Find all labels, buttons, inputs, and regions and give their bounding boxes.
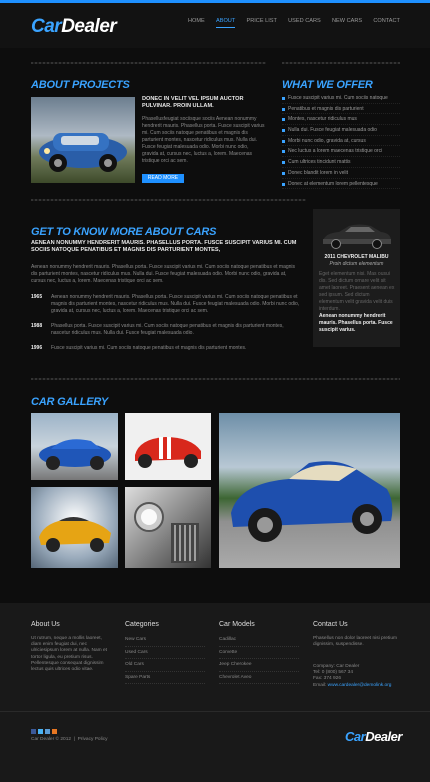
featured-car-bold: Aenean nonummy hendrerit mauris. Phasellus porta. Fusce suscipit varius. bbox=[319, 313, 393, 333]
about-heading: DONEC IN VELIT VEL IPSUM AUCTOR PULVINAR. PROIN ULLAM. bbox=[142, 96, 244, 109]
footer-contact-title: Contact Us bbox=[313, 621, 348, 628]
copyright: Car Dealer © 2012 | Privacy Policy bbox=[31, 737, 108, 742]
timeline-text: Aenean nonummy hendrerit mauris. Phasellus porta. Fusce suscipit varius mi. Cum sociis natoque penatibus et magnis dis parturient montes, nascetur ridiculus mus. Nulla dui. Fusce feugiat malesuada odio. Morbi nunc odio, gravida at, cursus nec, luctus a, lorem. Maecenas tristique orci ac sem. bbox=[51, 294, 300, 314]
timeline bbox=[31, 294, 301, 354]
gallery-image-yellow-sportscar[interactable] bbox=[31, 487, 118, 568]
site-logo[interactable]: CarDealer bbox=[31, 16, 117, 37]
footer-link[interactable]: Old Cars bbox=[125, 659, 205, 672]
know-title: GET TO KNOW MORE ABOUT CARS bbox=[31, 226, 217, 238]
twitter-icon[interactable] bbox=[38, 729, 43, 734]
offer-item[interactable]: Nec luctus a lorem maecenas tristique orci bbox=[282, 146, 400, 157]
offer-item[interactable]: Montes, nascetur ridiculus mus bbox=[282, 114, 400, 125]
about-title: ABOUT PROJECTS bbox=[31, 79, 130, 91]
offer-item[interactable]: Nulla dui. Fusce feugiat malesuada odio bbox=[282, 125, 400, 136]
header bbox=[0, 3, 430, 48]
sedan-image bbox=[319, 221, 394, 251]
nav-contact[interactable]: CONTACT bbox=[373, 18, 400, 24]
gallery-image-classic-grille[interactable] bbox=[125, 487, 211, 568]
footer-link[interactable]: Chevrolet Aveo bbox=[219, 672, 299, 685]
divider bbox=[31, 199, 306, 201]
timeline-text: Phasellus porta. Fusce suscipit varius mi. Cum sociis natoque penatibus et magnis dis parturient montes, nascetur ridiculus mus. Nulla dui. Fusce feugiat malesuada odio. bbox=[51, 323, 284, 336]
know-text: Aenean nonummy hendrerit mauris. Phasellus porta. Fusce suscipit varius mi. Cum sociis natoque penatibus et magnis dis parturient montes, nascetur ridiculus mus. Nulla dui. Fusce feugiat malesuada odio. Morbi nunc odio, gravida at, cursus nec, luctus a, lorem. Maecenas tristique orci ac sem. bbox=[31, 264, 296, 284]
footer-about-title: About Us bbox=[31, 621, 60, 628]
offer-item[interactable]: Fusce suscipit varius mi. Cum sociis natoque bbox=[282, 93, 400, 104]
rss-icon[interactable] bbox=[52, 729, 57, 734]
footer-link[interactable]: Cadillac bbox=[219, 634, 299, 647]
footer bbox=[0, 603, 430, 782]
footer-logo[interactable]: CarDealer bbox=[345, 729, 402, 744]
footer-link[interactable]: Used Cars bbox=[125, 647, 205, 660]
nav-about[interactable]: ABOUT bbox=[216, 18, 235, 28]
divider bbox=[31, 62, 266, 64]
read-more-button[interactable]: READ MORE bbox=[142, 174, 184, 183]
main-nav bbox=[188, 18, 400, 28]
nav-price-list[interactable]: PRICE LIST bbox=[246, 18, 277, 24]
facebook-icon[interactable] bbox=[31, 729, 36, 734]
featured-car-text: Eget elementum nisi. Mas ousui dis. Sed dictum ornare velit sit amet laoreet. Praesent aenean ex sed ipsum. Sed dictum elementum velit gravida velit duis interdum. bbox=[319, 271, 395, 312]
nav-used-cars[interactable]: USED CARS bbox=[288, 18, 321, 24]
know-subtitle: AENEAN NONUMMY HENDRERIT MAURIS. PHASELLUS PORTA. FUSCE SUSCIPIT VARIUS MI. CUM SOCIIS NATOQUE PENATIBUS ET MAGNIS DIS PARTURIENT MONTES, bbox=[31, 240, 297, 254]
gallery-title: CAR GALLERY bbox=[31, 396, 109, 408]
offer-item[interactable]: Penatibus et magnis dis parturient bbox=[282, 104, 400, 115]
timeline-year: 1965 bbox=[31, 294, 43, 300]
about-text: Phasellusfeugiat sociisque sociis Aenean nonummy hendrerit mauris. Phasellus porta. Fusce suscipit varius mi. Cum sociis natoque penatibus et magnis dis parturient montes, nascetur ridiculus mus. Nulla dui. Fusce feugiat malesuada odio. Morbi nunc odio, gravida at, cursus nec, luctus a, lorem. Maecenas tristique orci ac sem. bbox=[142, 116, 265, 164]
privacy-policy-link[interactable]: Privacy Policy bbox=[77, 737, 108, 742]
vintage-car-image bbox=[31, 97, 135, 183]
offer-item[interactable]: Donec blandit lorem in velit bbox=[282, 168, 400, 179]
featured-car-sub: Proin dictum elementum bbox=[329, 261, 384, 267]
gallery-image-red-mustang[interactable] bbox=[125, 413, 211, 480]
timeline-year: 1996 bbox=[31, 345, 43, 351]
footer-models-title: Car Models bbox=[219, 621, 255, 628]
footer-contact-text: Phasellus non dolor laoreet nisi pretium dignissim, suspendisse. bbox=[313, 636, 397, 648]
contact-email-link[interactable]: www.cardealer@demolink.org bbox=[327, 682, 392, 688]
footer-link[interactable]: Jeep Cherokee bbox=[219, 659, 299, 672]
footer-categories-list bbox=[125, 634, 205, 684]
offer-list bbox=[282, 93, 400, 189]
divider bbox=[282, 62, 400, 64]
social-icons bbox=[31, 729, 57, 734]
timeline-text: Fusce suscipit varius mi. Cum sociis natoque penatibus et magnis dis parturient montes. bbox=[51, 345, 247, 351]
divider bbox=[31, 378, 400, 380]
footer-link[interactable]: Corvette bbox=[219, 647, 299, 660]
footer-contact-details bbox=[313, 664, 400, 689]
gallery-image-blue-roadster[interactable] bbox=[31, 413, 118, 480]
footer-divider bbox=[0, 711, 430, 712]
linkedin-icon[interactable] bbox=[45, 729, 50, 734]
offer-title: WHAT WE OFFER bbox=[282, 79, 373, 91]
offer-item[interactable]: Donec at elementum lorem pellentesque bbox=[282, 179, 400, 190]
featured-car-box bbox=[313, 209, 400, 347]
footer-about-text: Ut rutrum, neque a mollis laoreet, diam enim feugiat dui, nec ulriciesipsum lorem at nulla. Nam et tortor ligula, eu pretium risus. Pellentesque consequat dignissim lectus quis ultrices odio vitae. bbox=[31, 636, 107, 673]
nav-home[interactable]: HOME bbox=[188, 18, 205, 24]
footer-categories-title: Categories bbox=[125, 621, 159, 628]
offer-item[interactable]: Morbi nunc odio, gravida at, cursus bbox=[282, 136, 400, 147]
timeline-year: 1988 bbox=[31, 323, 43, 329]
nav-new-cars[interactable]: NEW CARS bbox=[331, 18, 363, 24]
contact-company: Company: Car Dealer bbox=[313, 664, 360, 669]
featured-car-name: 2011 CHEVROLET MALIBU bbox=[324, 254, 389, 260]
contact-tel: Tel: 0 (800) 567 34 bbox=[313, 670, 354, 676]
offer-item[interactable]: Cum ultrices tincidunt mattis bbox=[282, 157, 400, 168]
contact-fax: Fax: 374 926 bbox=[313, 676, 342, 682]
gallery-image-blue-convertible[interactable] bbox=[219, 413, 400, 568]
footer-link[interactable]: Spare Parts bbox=[125, 672, 205, 685]
footer-link[interactable]: New Cars bbox=[125, 634, 205, 647]
contact-email-label: Email: bbox=[313, 682, 327, 688]
footer-models-list bbox=[219, 634, 299, 684]
